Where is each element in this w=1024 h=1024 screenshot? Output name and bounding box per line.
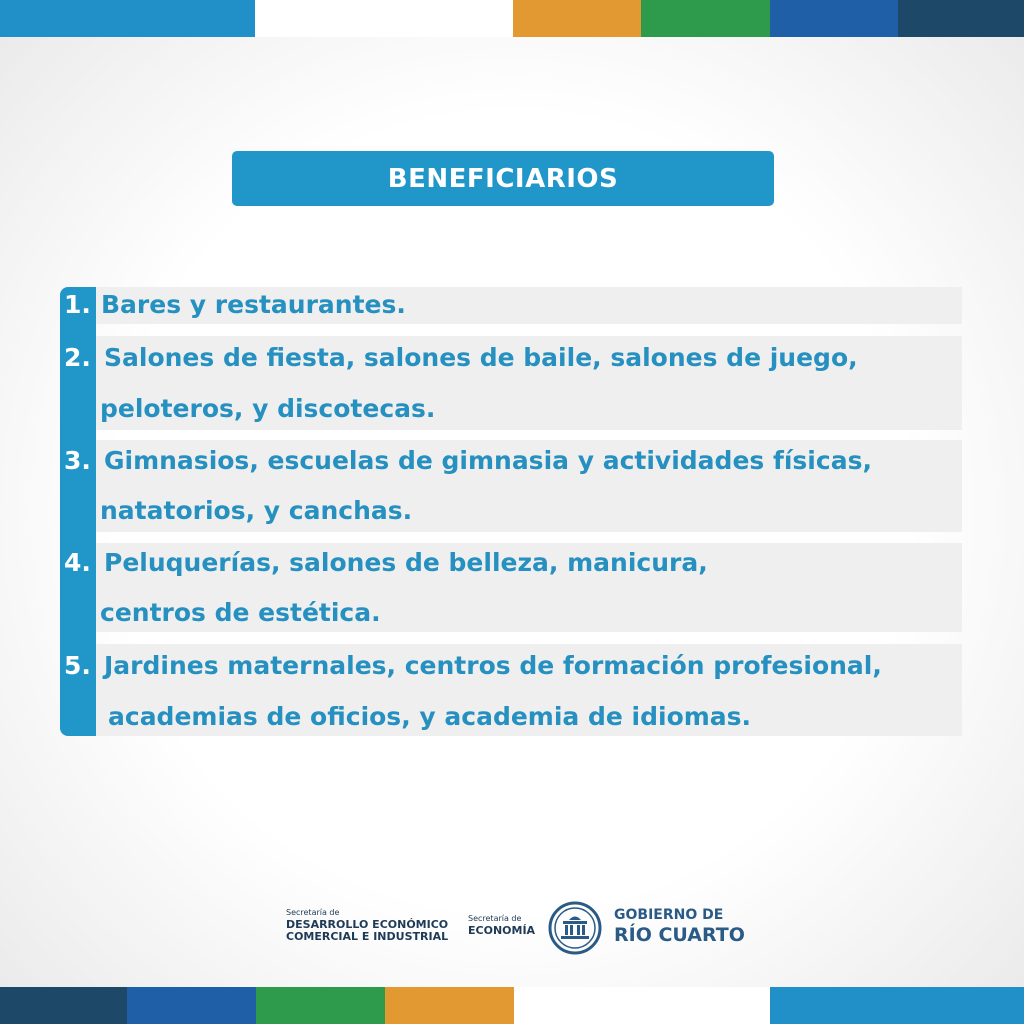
- item-text: centros de estética.: [100, 598, 381, 627]
- stripe-segment: [385, 987, 514, 1024]
- item-text: peloteros, y discotecas.: [100, 394, 436, 423]
- footer-logos: [284, 898, 754, 958]
- gobierno-line1: GOBIERNO DE: [614, 907, 724, 923]
- item-text: Salones de fiesta, salones de baile, salones de juego,: [104, 343, 858, 372]
- item-text: academias de oficios, y academia de idiomas.: [108, 702, 752, 731]
- title-banner: [232, 151, 774, 206]
- item-number: 2.: [64, 343, 91, 372]
- item-number: 4.: [64, 548, 91, 577]
- secretaria-desarrollo-line2: COMERCIAL E INDUSTRIAL: [286, 930, 449, 943]
- secretaria-economia-name: ECONOMÍA: [468, 924, 536, 937]
- stripe-segment: [513, 0, 641, 37]
- stripe-segment: [770, 0, 898, 37]
- stripe-segment: [0, 987, 127, 1024]
- stripe-segment: [641, 0, 770, 37]
- top-color-stripe: [0, 0, 1024, 37]
- stripe-segment: [770, 987, 1024, 1024]
- municipal-building-icon: [548, 901, 602, 955]
- bottom-color-stripe: [0, 987, 1024, 1024]
- stripe-segment: [898, 0, 1024, 37]
- item-number: 5.: [64, 651, 91, 680]
- item-text: natatorios, y canchas.: [100, 496, 413, 525]
- item-text: Bares y restaurantes.: [101, 290, 406, 319]
- stripe-segment: [256, 987, 385, 1024]
- stripe-segment: [514, 987, 770, 1024]
- stripe-segment: [255, 0, 513, 37]
- item-text: Jardines maternales, centros de formación profesional,: [104, 651, 882, 680]
- item-text: Gimnasios, escuelas de gimnasia y actividades físicas,: [104, 446, 872, 475]
- secretaria-desarrollo-line1: DESARROLLO ECONÓMICO: [286, 918, 449, 931]
- item-text: Peluquerías, salones de belleza, manicura,: [104, 548, 708, 577]
- item-number: 3.: [64, 446, 91, 475]
- stripe-segment: [127, 987, 256, 1024]
- gobierno-line2: RÍO CUARTO: [614, 924, 745, 946]
- page-title: BENEFICIARIOS: [387, 163, 619, 194]
- secretaria-desarrollo-small: Secretaría de: [286, 908, 340, 917]
- item-number: 1.: [64, 290, 91, 319]
- secretaria-economia-small: Secretaría de: [468, 914, 522, 923]
- stripe-segment: [0, 0, 255, 37]
